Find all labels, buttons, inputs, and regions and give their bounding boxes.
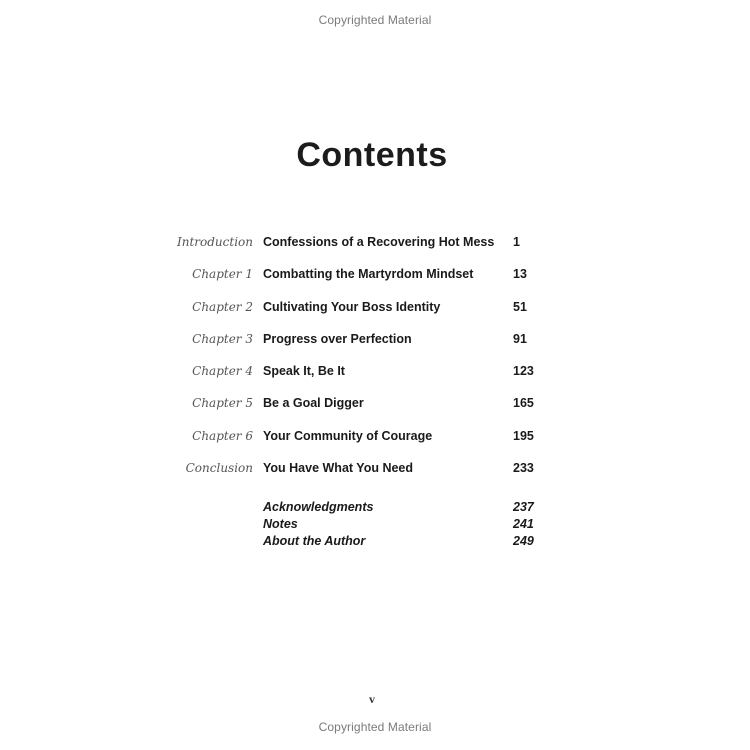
entry-title: Progress over Perfection [263, 331, 412, 346]
table-of-contents [0, 232, 750, 490]
page-title: Contents [296, 136, 448, 174]
entry-title: Notes [263, 517, 298, 531]
toc-entry-introduction[interactable] [0, 232, 750, 264]
entry-page-number: 195 [513, 428, 534, 443]
toc-entry-chapter-6[interactable] [0, 426, 750, 458]
toc-entry-chapter-4[interactable] [0, 361, 750, 393]
toc-entry-chapter-2[interactable] [0, 297, 750, 329]
entry-title: Speak It, Be It [263, 364, 345, 379]
toc-entry-acknowledgments[interactable] [0, 499, 750, 516]
entry-page-number: 237 [513, 500, 534, 514]
entry-title: Combatting the Martyrdom Mindset [263, 267, 474, 282]
entry-page-number: 1 [513, 235, 520, 249]
entry-label: Introduction [177, 235, 253, 249]
entry-page-number: 91 [513, 331, 527, 346]
entry-page-number: 241 [513, 517, 534, 531]
entry-label: Chapter 3 [192, 331, 253, 346]
entry-title: You Have What You Need [263, 461, 414, 476]
entry-page-number: 123 [513, 364, 534, 379]
toc-entry-chapter-3[interactable] [0, 329, 750, 361]
entry-page-number: 249 [513, 534, 534, 548]
entry-label: Chapter 5 [192, 396, 253, 411]
entry-page-number: 13 [513, 267, 527, 282]
toc-entry-notes[interactable] [0, 516, 750, 533]
entry-label: Chapter 4 [192, 364, 253, 379]
entry-label: Chapter 2 [192, 299, 253, 314]
toc-entry-chapter-5[interactable] [0, 393, 750, 425]
entry-label: Chapter 1 [192, 267, 253, 282]
entry-page-number: 233 [513, 461, 534, 476]
toc-entry-conclusion[interactable] [0, 458, 750, 490]
entry-title: Your Community of Courage [263, 428, 433, 443]
toc-entry-chapter-1[interactable] [0, 264, 750, 296]
entry-title: About the Author [263, 534, 366, 548]
entry-title: Be a Goal Digger [263, 396, 364, 411]
entry-title: Acknowledgments [263, 500, 374, 514]
entry-label: Chapter 6 [192, 428, 253, 443]
page-number: v [369, 692, 375, 706]
entry-page-number: 51 [513, 299, 527, 314]
entry-title: Cultivating Your Boss Identity [263, 299, 441, 314]
entry-page-number: 165 [513, 396, 534, 411]
copyright-watermark-top: Copyrighted Material [318, 13, 432, 27]
copyright-watermark-bottom: Copyrighted Material [318, 720, 432, 734]
entry-label: Conclusion [185, 461, 253, 476]
entry-title: Confessions of a Recovering Hot Mess [263, 235, 495, 249]
toc-entry-about-the-author[interactable] [0, 533, 750, 550]
back-matter-list [0, 499, 750, 550]
